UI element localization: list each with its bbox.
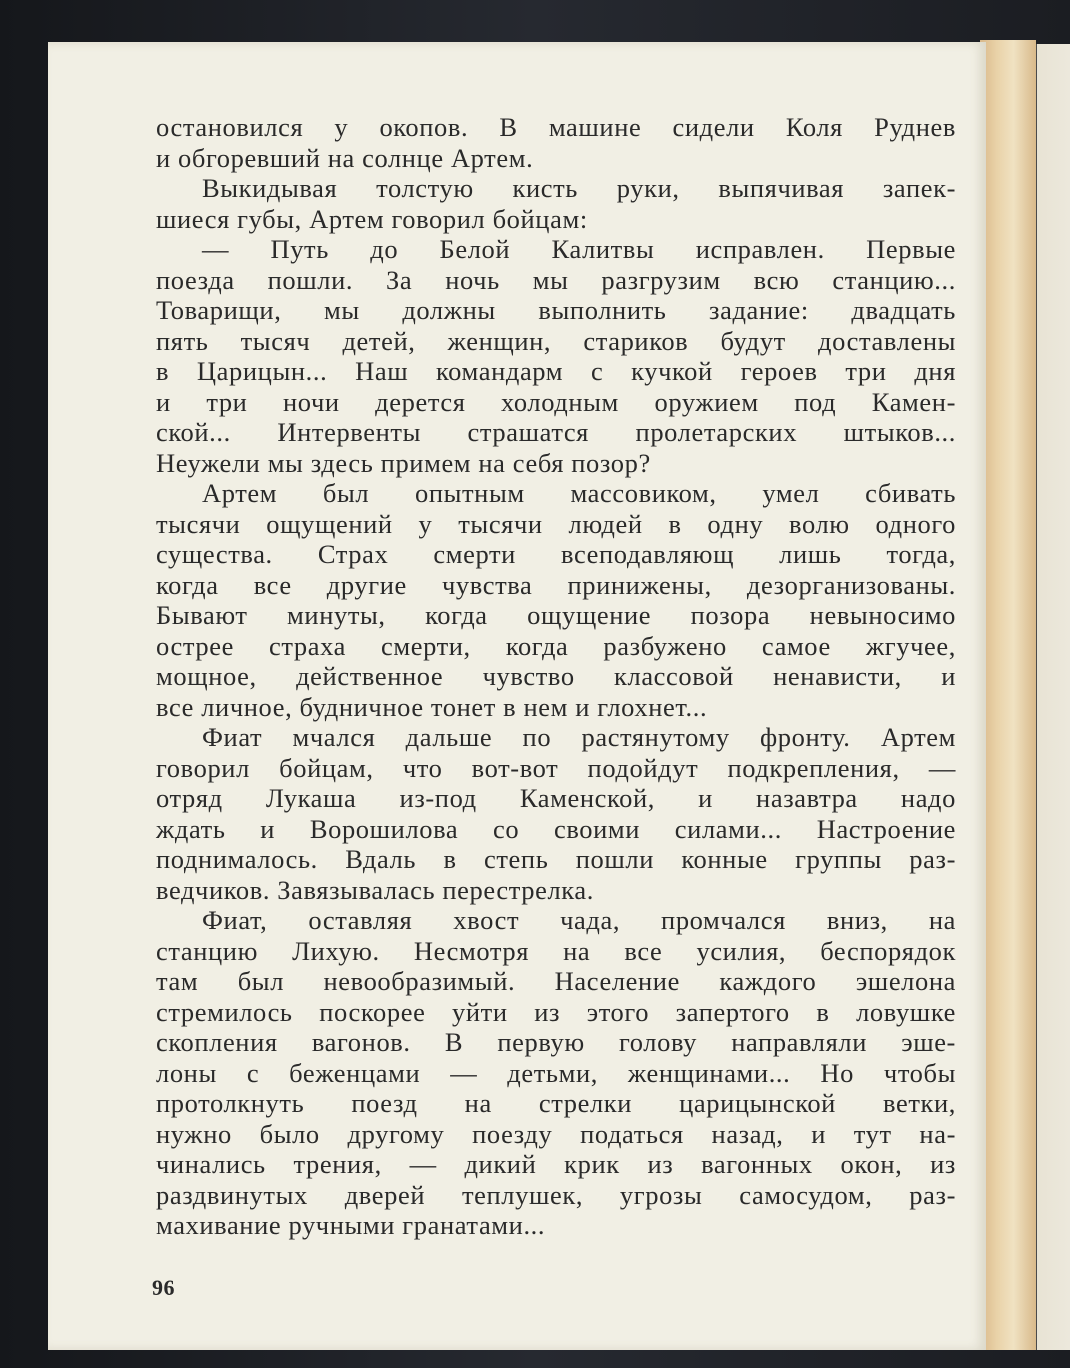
text-line: в Царицын... Наш командарм с кучкой героев три дня bbox=[156, 356, 956, 386]
text-line: тысячи ощущений у тысячи людей в одну волю одного bbox=[156, 508, 956, 539]
text-line: все личное, будничное тонет в нем и глохнет... bbox=[156, 691, 708, 722]
text-line: ждать и Ворошилова со своими силами... Настроение bbox=[156, 813, 956, 844]
text-line: говорил бойцам, что вот-вот подойдут подкрепления, — bbox=[156, 752, 956, 783]
text-line: чинались трения, — дикий крик из вагонных окон, из bbox=[156, 1149, 956, 1179]
text-line: Фиат, оставляя хвост чада, промчался вниз, на bbox=[202, 905, 956, 935]
text-line: Фиат мчался дальше по растянутому фронту. Артем bbox=[202, 722, 956, 752]
text-line: остановился у окопов. В машине сидели Коля Руднев bbox=[156, 112, 956, 142]
text-line: отряд Лукаша из-под Каменской, и назавтра надо bbox=[156, 783, 956, 813]
text-line: Неужели мы здесь примем на себя позор? bbox=[156, 447, 651, 478]
text-line: станцию Лихую. Несмотря на все усилия, беспорядок bbox=[156, 935, 956, 966]
text-line: пять тысяч детей, женщин, стариков будут доставлены bbox=[156, 325, 956, 356]
text-line: когда все другие чувства принижены, дезорганизованы. bbox=[156, 569, 956, 600]
page-body-text bbox=[156, 112, 956, 1241]
text-line: шиеся губы, Артем говорил бойцам: bbox=[156, 203, 588, 234]
text-line: махивание ручными гранатами... bbox=[156, 1210, 546, 1240]
page-edge-yellowed bbox=[980, 40, 1036, 1350]
text-line: и три ночи дерется холодным оружием под Камен- bbox=[156, 386, 956, 417]
text-line: Артем был опытным массовиком, умел сбивать bbox=[202, 478, 956, 508]
text-line: и обгоревший на солнце Артем. bbox=[156, 142, 534, 173]
text-line: Бывают минуты, когда ощущение позора невыносимо bbox=[156, 600, 956, 630]
text-line: поезда пошли. За ночь мы разгрузим всю станцию... bbox=[156, 264, 956, 295]
text-line: Выкидывая толстую кисть руки, выпячивая запек- bbox=[202, 173, 956, 203]
text-line: Товарищи, мы должны выполнить задание: двадцать bbox=[156, 295, 956, 325]
text-line: стремилось поскорее уйти из этого запертого в ловушке bbox=[156, 996, 956, 1027]
text-line: — Путь до Белой Калитвы исправлен. Первые bbox=[202, 234, 956, 264]
text-line: там был невообразимый. Население каждого эшелона bbox=[156, 966, 956, 996]
text-line: лоны с беженцами — детьми, женщинами... Но чтобы bbox=[156, 1057, 956, 1088]
text-line: нужно было другому поезду податься назад, и тут на- bbox=[156, 1118, 956, 1149]
text-line: ской... Интервенты страшатся пролетарских штыков... bbox=[156, 417, 956, 447]
text-line: ведчиков. Завязывалась перестрелка. bbox=[156, 874, 594, 905]
page-number: 96 bbox=[152, 1275, 175, 1300]
text-line: острее страха смерти, когда разбужено самое жгучее, bbox=[156, 630, 956, 661]
text-line: скопления вагонов. В первую голову направляли эше- bbox=[156, 1027, 956, 1057]
text-line: поднималось. Вдаль в степь пошли конные группы раз- bbox=[156, 844, 956, 874]
text-line: мощное, действенное чувство классовой ненависти, и bbox=[156, 661, 956, 691]
text-line: существа. Страх смерти всеподавляющ лишь тогда, bbox=[156, 539, 956, 569]
text-line: протолкнуть поезд на стрелки царицынской ветки, bbox=[156, 1088, 956, 1118]
adjacent-page-strip bbox=[1036, 44, 1070, 1350]
text-line: раздвинутых дверей теплушек, угрозы самосудом, раз- bbox=[156, 1179, 956, 1210]
